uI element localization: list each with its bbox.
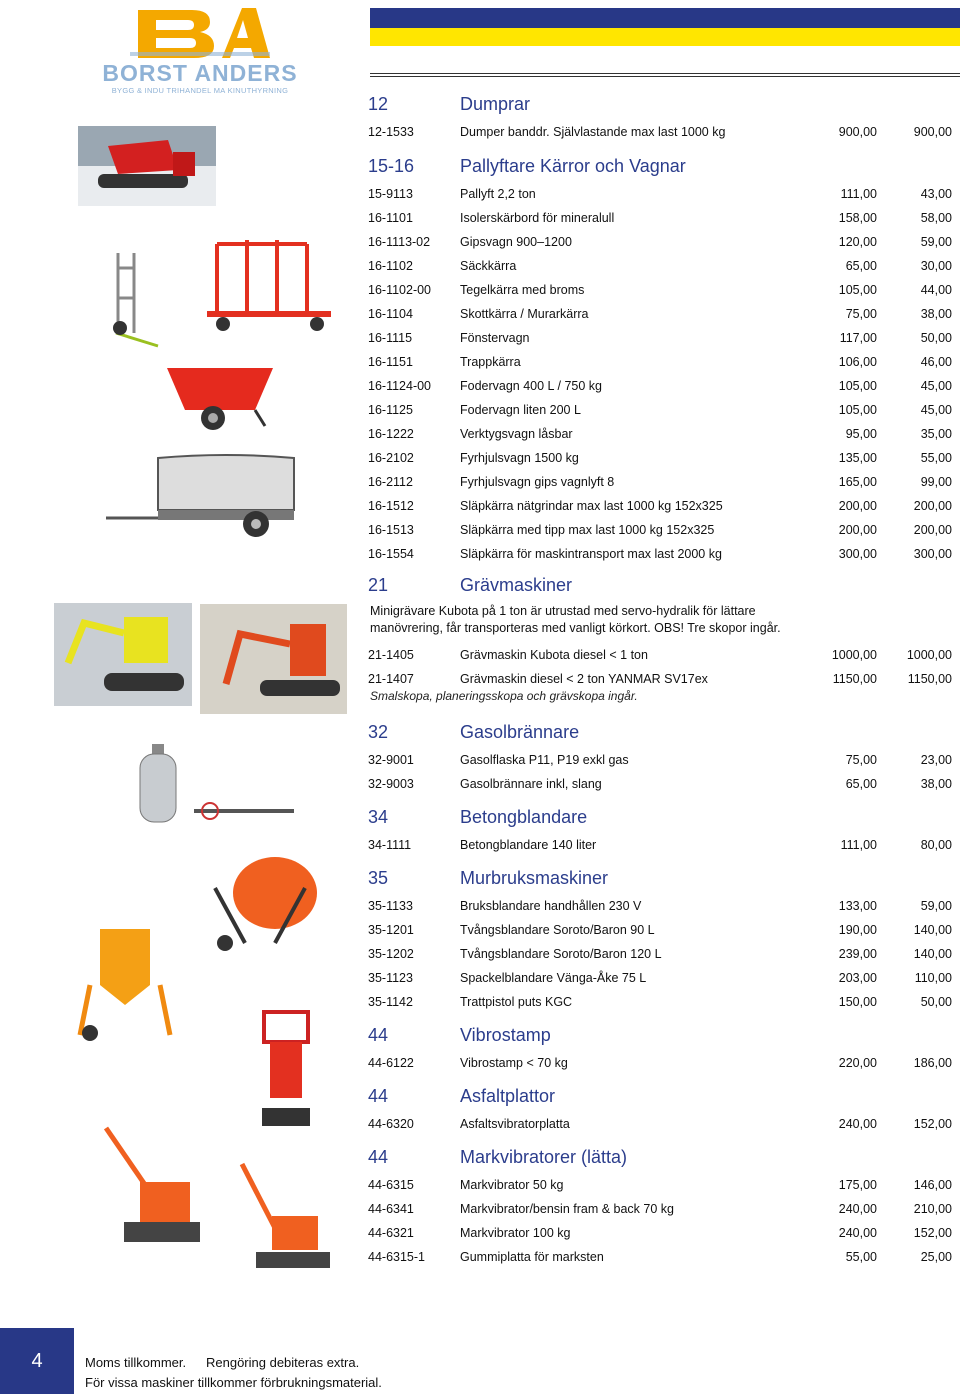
price-day: 65,00 (845, 259, 877, 273)
section-code: 34 (368, 807, 389, 827)
item-description: Tegelkärra med broms (460, 283, 585, 297)
price-day: 111,00 (840, 838, 877, 852)
footer-note-cleaning: Rengöring debiteras extra. (206, 1355, 360, 1370)
price-day: 55,00 (845, 1250, 877, 1264)
price-extra-day: 210,00 (913, 1202, 952, 1216)
item-code: 16-2102 (368, 451, 414, 465)
gas-bottle-icon (136, 744, 180, 824)
table-row (368, 1051, 954, 1075)
price-extra-day: 80,00 (920, 838, 952, 852)
price-day: 111,00 (840, 187, 877, 201)
section-header (368, 1143, 954, 1173)
section-7 (368, 1082, 954, 1136)
item-code: 35-1142 (368, 995, 413, 1009)
item-description: Tvångsblandare Soroto/Baron 120 L (460, 947, 662, 961)
price-day: 120,00 (838, 235, 877, 249)
price-extra-day: 46,00 (920, 355, 952, 369)
table-row (368, 374, 954, 398)
item-code: 16-1554 (368, 547, 414, 561)
section-1 (368, 152, 954, 566)
section-note: Smalskopa, planeringsskopa och grävskopa ingår. (370, 689, 638, 703)
section-code: 44 (368, 1147, 389, 1167)
item-description: Markvibrator/bensin fram & back 70 kg (460, 1202, 674, 1216)
item-description: Trattpistol puts KGC (460, 995, 573, 1009)
price-day: 150,00 (838, 995, 877, 1009)
price-extra-day: 45,00 (920, 379, 952, 393)
price-extra-day: 50,00 (920, 331, 952, 345)
table-row (368, 1221, 954, 1245)
item-code: 44-6321 (368, 1226, 414, 1240)
price-extra-day: 200,00 (913, 499, 952, 513)
table-row (368, 1112, 954, 1136)
item-code: 16-1104 (368, 307, 413, 321)
table-row (368, 278, 954, 302)
item-code: 16-1512 (368, 499, 414, 513)
table-row (368, 326, 954, 350)
item-code: 15-9113 (368, 187, 413, 201)
price-extra-day: 900,00 (913, 125, 952, 139)
item-code: 44-6315 (368, 1178, 414, 1192)
item-code: 35-1133 (368, 899, 413, 913)
price-day: 158,00 (838, 211, 877, 225)
gas-burner-icon (190, 800, 298, 822)
table-row (368, 302, 954, 326)
price-extra-day: 59,00 (920, 235, 952, 249)
table-row (368, 1245, 954, 1269)
description-line: manövrering, får transporteras med vanligt körkort. OBS! Tre skopor ingår. (370, 621, 781, 635)
item-description: Dumper banddr. Självlastande max last 1000 kg (460, 125, 726, 139)
plate-compactor-icon (236, 1160, 334, 1272)
sack-truck-icon (108, 248, 163, 348)
table-row (368, 518, 954, 542)
table-row (368, 206, 954, 230)
item-code: 16-1113-02 (368, 235, 431, 249)
section-code: 44 (368, 1025, 389, 1045)
item-description: Grävmaskin Kubota diesel < 1 ton (460, 648, 648, 662)
price-extra-day: 38,00 (920, 307, 952, 321)
section-5 (368, 864, 954, 1014)
item-code: 16-1102-00 (368, 283, 432, 297)
price-extra-day: 25,00 (920, 1250, 952, 1264)
price-extra-day: 55,00 (920, 451, 952, 465)
table-row (368, 120, 954, 144)
section-title: Grävmaskiner (460, 575, 573, 595)
section-code: 21 (368, 575, 389, 595)
item-description: Släpkärra för maskintransport max last 2000 kg (460, 547, 722, 561)
table-row (368, 643, 954, 667)
dumper-illustration-icon (78, 126, 216, 206)
item-code: 16-1151 (368, 355, 413, 369)
section-3 (368, 718, 954, 796)
table-row (368, 470, 954, 494)
price-day: 240,00 (838, 1202, 877, 1216)
feed-cart-icon (165, 360, 275, 432)
item-description: Gummiplatta för marksten (460, 1250, 604, 1264)
price-day: 300,00 (838, 547, 877, 561)
section-title: Asfaltplattor (460, 1086, 556, 1106)
table-row (368, 990, 954, 1014)
page-number: 4 (0, 1328, 74, 1394)
table-row (368, 772, 954, 796)
item-code: 16-1124-00 (368, 379, 432, 393)
item-description: Gipsvagn 900–1200 (460, 235, 572, 249)
item-description: Bruksblandare handhållen 230 V (460, 899, 642, 913)
price-extra-day: 99,00 (920, 475, 952, 489)
price-extra-day: 1000,00 (906, 648, 952, 662)
item-code: 16-2112 (368, 475, 413, 489)
price-extra-day: 152,00 (913, 1117, 952, 1131)
price-day: 133,00 (838, 899, 877, 913)
price-extra-day: 43,00 (920, 187, 952, 201)
section-code: 35 (368, 868, 389, 888)
header-bar-navy (370, 8, 960, 28)
item-description: Fönstervagn (460, 331, 530, 345)
section-title: Markvibratorer (lätta) (460, 1147, 628, 1167)
item-code: 16-1125 (368, 403, 413, 417)
item-description: Pallyft 2,2 ton (460, 187, 536, 201)
description-line: Minigrävare Kubota på 1 ton är utrustad med servo-hydralik för lättare (370, 604, 756, 618)
section-code: 44 (368, 1086, 389, 1106)
header-bar-yellow (370, 28, 960, 46)
price-day: 105,00 (838, 403, 877, 417)
vibratory-rammer-icon (254, 1008, 318, 1130)
item-code: 16-1115 (368, 331, 413, 345)
price-extra-day: 35,00 (920, 427, 952, 441)
price-extra-day: 186,00 (913, 1056, 952, 1070)
item-description: Fodervagn 400 L / 750 kg (460, 379, 602, 393)
item-code: 44-6122 (368, 1056, 414, 1070)
item-code: 16-1513 (368, 523, 414, 537)
item-code: 35-1202 (368, 947, 414, 961)
price-day: 190,00 (838, 923, 877, 937)
price-day: 200,00 (838, 499, 877, 513)
table-row (368, 748, 954, 772)
item-description: Skottkärra / Murarkärra (460, 307, 589, 321)
asphalt-plate-compactor-icon (100, 1122, 205, 1247)
price-extra-day: 45,00 (920, 403, 952, 417)
table-row (368, 494, 954, 518)
table-row (368, 254, 954, 278)
section-6 (368, 1021, 954, 1075)
section-description (368, 601, 954, 643)
section-title: Pallyftare Kärror och Vagnar (460, 156, 686, 176)
price-day: 1000,00 (831, 648, 877, 662)
price-extra-day: 44,00 (920, 283, 952, 297)
mini-excavator-kubota-icon (54, 603, 192, 706)
table-row (368, 182, 954, 206)
section-header (368, 152, 954, 182)
section-code: 12 (368, 94, 389, 114)
item-description: Fodervagn liten 200 L (460, 403, 581, 417)
item-description: Isolerskärbord för mineralull (460, 211, 615, 225)
price-day: 240,00 (838, 1226, 877, 1240)
item-code: 12-1533 (368, 125, 414, 139)
item-code: 44-6315-1 (368, 1250, 425, 1264)
item-description: Grävmaskin diesel < 2 ton YANMAR SV17ex (460, 672, 708, 686)
item-code: 16-1222 (368, 427, 414, 441)
item-code: 44-6341 (368, 1202, 414, 1216)
price-extra-day: 50,00 (920, 995, 952, 1009)
price-extra-day: 38,00 (920, 777, 952, 791)
item-code: 16-1102 (368, 259, 413, 273)
table-row (368, 1173, 954, 1197)
item-description: Fyrhjulsvagn 1500 kg (460, 451, 579, 465)
price-day: 75,00 (845, 753, 877, 767)
concrete-mixer-icon (205, 848, 325, 953)
item-code: 35-1123 (368, 971, 413, 985)
price-day: 900,00 (838, 125, 877, 139)
price-extra-day: 200,00 (913, 523, 952, 537)
price-extra-day: 23,00 (920, 753, 952, 767)
table-row (368, 398, 954, 422)
table-row (368, 667, 954, 691)
trailer-icon (106, 452, 298, 540)
logo-tagline: BYGG & INDU TRIHANDEL MA KINUTHYRNING (111, 86, 289, 95)
section-title: Betongblandare (460, 807, 588, 827)
item-code: 21-1407 (368, 672, 414, 686)
price-day: 105,00 (838, 379, 877, 393)
section-0 (368, 90, 954, 144)
table-row (368, 542, 954, 566)
price-extra-day: 152,00 (913, 1226, 952, 1240)
section-title: Dumprar (460, 94, 531, 114)
window-cart-icon (207, 234, 332, 334)
item-description: Gasolbrännare inkl, slang (460, 777, 602, 791)
section-header (368, 803, 954, 833)
table-row (368, 833, 954, 857)
item-description: Markvibrator 100 kg (460, 1226, 571, 1240)
item-code: 35-1201 (368, 923, 414, 937)
item-description: Betongblandare 140 liter (460, 838, 597, 852)
item-code: 21-1405 (368, 648, 414, 662)
item-code: 34-1111 (368, 838, 412, 852)
item-description: Markvibrator 50 kg (460, 1178, 564, 1192)
section-8 (368, 1143, 954, 1269)
price-extra-day: 59,00 (920, 899, 952, 913)
item-code: 32-9003 (368, 777, 414, 791)
item-description: Gasolflaska P11, P19 exkl gas (460, 753, 629, 767)
section-title: Murbruksmaskiner (460, 868, 609, 888)
mortar-mixer-icon (70, 925, 180, 1043)
footer-note-consumables: För vissa maskiner tillkommer förbrukningsmaterial. (85, 1375, 382, 1390)
price-extra-day: 110,00 (914, 971, 952, 985)
mini-excavator-yanmar-icon (200, 604, 347, 714)
table-row (368, 350, 954, 374)
company-logo (70, 4, 325, 94)
item-code: 16-1101 (368, 211, 413, 225)
price-extra-day: 58,00 (920, 211, 952, 225)
table-row (368, 446, 954, 470)
logo-mark-icon (130, 4, 270, 62)
table-row (368, 1197, 954, 1221)
price-extra-day: 30,00 (920, 259, 952, 273)
section-title: Gasolbrännare (460, 722, 580, 742)
price-extra-day: 1150,00 (907, 672, 952, 686)
section-header (368, 864, 954, 894)
item-description: Trappkärra (460, 355, 521, 369)
section-header (368, 90, 954, 120)
item-description: Fyrhjulsvagn gips vagnlyft 8 (460, 475, 615, 489)
item-description: Säckkärra (460, 259, 517, 273)
item-description: Släpkärra nätgrindar max last 1000 kg 152x325 (460, 499, 723, 513)
table-row (368, 918, 954, 942)
section-4 (368, 803, 954, 857)
price-day: 1150,00 (832, 672, 877, 686)
table-row (368, 894, 954, 918)
price-day: 117,00 (839, 331, 877, 345)
section-2 (368, 571, 954, 703)
price-day: 240,00 (838, 1117, 877, 1131)
price-extra-day: 300,00 (913, 547, 952, 561)
price-day: 95,00 (845, 427, 877, 441)
header-divider (370, 73, 960, 77)
item-description: Vibrostamp < 70 kg (460, 1056, 568, 1070)
price-day: 203,00 (838, 971, 877, 985)
section-title: Vibrostamp (460, 1025, 551, 1045)
item-description: Asfaltsvibratorplatta (460, 1117, 570, 1131)
price-extra-day: 146,00 (913, 1178, 952, 1192)
table-row (368, 422, 954, 446)
section-header (368, 1082, 954, 1112)
price-day: 75,00 (845, 307, 877, 321)
price-extra-day: 140,00 (913, 947, 952, 961)
price-day: 239,00 (838, 947, 877, 961)
table-row (368, 966, 954, 990)
price-extra-day: 140,00 (913, 923, 952, 937)
item-description: Tvångsblandare Soroto/Baron 90 L (460, 923, 655, 937)
section-header (368, 1021, 954, 1051)
price-day: 105,00 (838, 283, 877, 297)
price-day: 106,00 (838, 355, 877, 369)
item-description: Spackelblandare Vänga-Åke 75 L (460, 971, 647, 985)
logo-company-name: BORST ANDERS (102, 60, 298, 86)
item-description: Verktygsvagn låsbar (460, 427, 573, 441)
price-day: 220,00 (838, 1056, 877, 1070)
item-description: Släpkärra med tipp max last 1000 kg 152x325 (460, 523, 715, 537)
price-day: 135,00 (838, 451, 877, 465)
price-day: 165,00 (838, 475, 877, 489)
section-code: 15-16 (368, 156, 415, 176)
section-header (368, 718, 954, 748)
price-day: 65,00 (845, 777, 877, 791)
item-code: 44-6320 (368, 1117, 414, 1131)
price-day: 200,00 (838, 523, 877, 537)
footer-note-vat: Moms tillkommer. (85, 1355, 187, 1370)
section-header (368, 571, 954, 601)
table-row (368, 230, 954, 254)
price-day: 175,00 (838, 1178, 877, 1192)
table-row (368, 942, 954, 966)
section-code: 32 (368, 722, 389, 742)
item-code: 32-9001 (368, 753, 414, 767)
